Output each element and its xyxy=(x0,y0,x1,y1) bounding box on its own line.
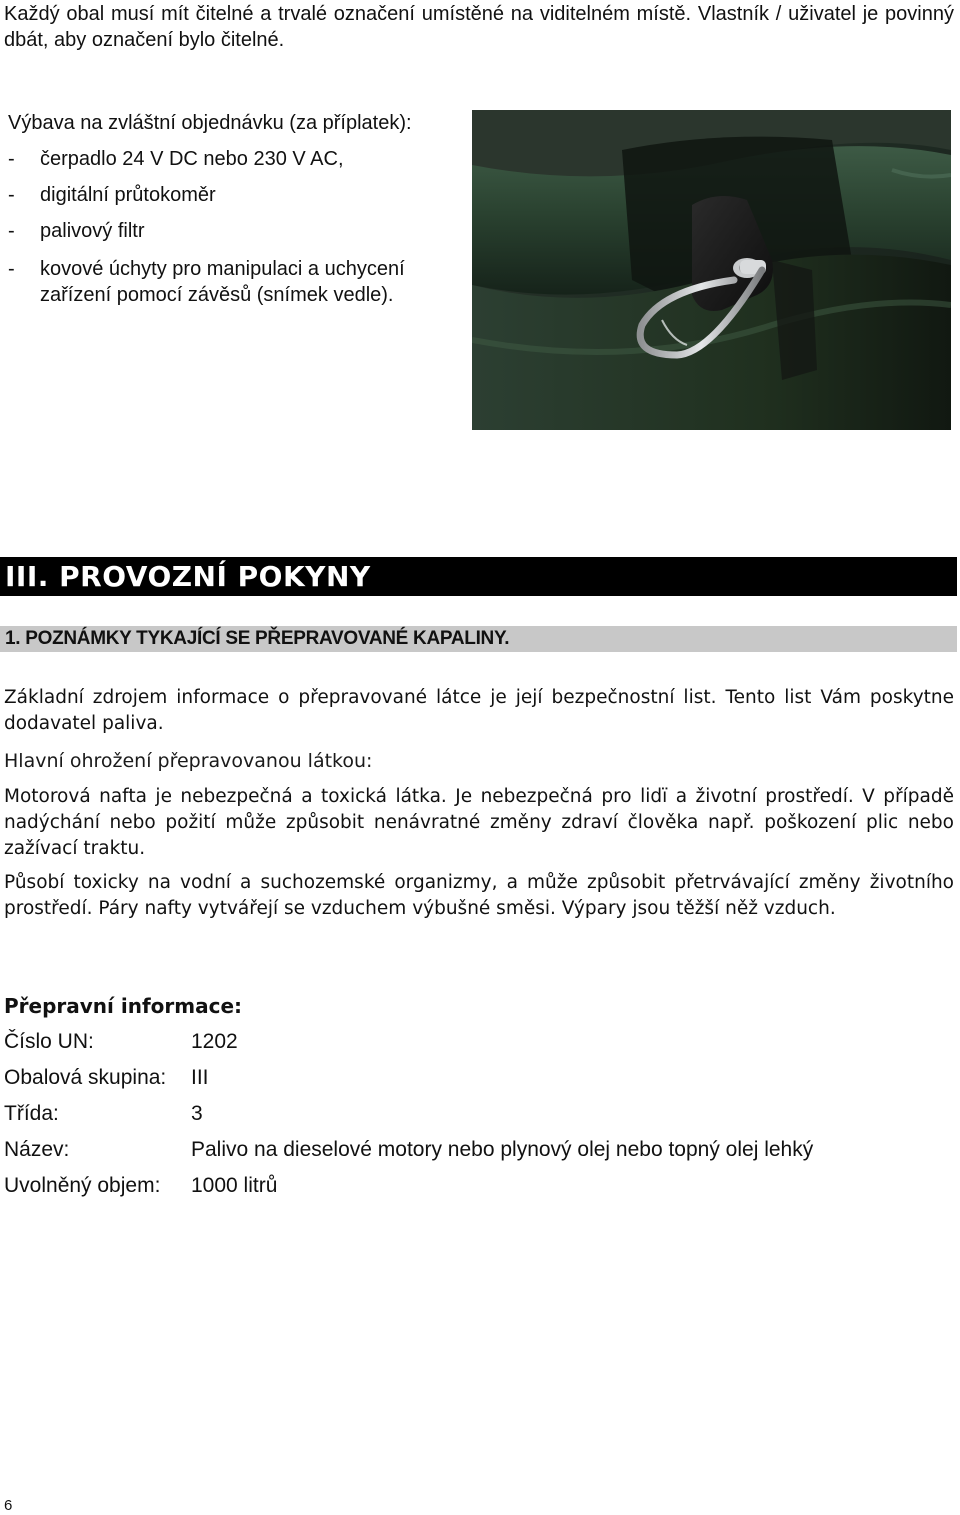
equipment-item-text: digitální průtokoměr xyxy=(40,184,216,206)
transport-label: Obalová skupina: xyxy=(4,1066,167,1089)
equipment-item xyxy=(8,256,468,308)
equipment-item-text: čerpadlo 24 V DC nebo 230 V AC, xyxy=(40,148,344,170)
equipment-title: Výbava na zvláštní objednávku (za příplatek): xyxy=(8,112,412,134)
list-bullet: - xyxy=(8,220,15,242)
hazard-paragraph: Motorová nafta je nebezpečná a toxická látka. Je nebezpečná pro lidï a životní prostředí. V případě nadýchání nebo požití může způsobit nenávratné změny zdraví člověka např. poškození plic nebo zažívací traktu. xyxy=(4,786,954,859)
transport-label: Číslo UN: xyxy=(4,1030,94,1053)
transport-row xyxy=(4,1028,954,1058)
transport-row xyxy=(4,1136,954,1166)
subsection-heading-bar xyxy=(0,626,957,652)
equipment-item xyxy=(8,182,468,208)
transport-info-title: Přepravní informace: xyxy=(4,994,243,1018)
transport-label: Třída: xyxy=(4,1102,59,1125)
page-number: 6 xyxy=(4,1497,13,1514)
list-bullet: - xyxy=(8,184,15,206)
equipment-item xyxy=(8,218,468,244)
subsection-title: 1. POZNÁMKY TYKAJÍCÍ SE PŘEPRAVOVANÉ KAPALINY. xyxy=(5,628,510,649)
transport-label: Uvolněný objem: xyxy=(4,1174,161,1197)
transport-value: 1202 xyxy=(191,1030,238,1053)
intro-paragraph: Každý obal musí mít čitelné a trvalé označení umístěné na viditelném místě. Vlastník / uživatel je povinný dbát, aby označení bylo čitelné. xyxy=(4,3,954,51)
source-info-paragraph: Základní zdrojem informace o přepravované látce je její bezpečnostní list. Tento list Vám poskytne dodavatel paliva. xyxy=(4,687,954,734)
transport-label: Název: xyxy=(4,1138,70,1161)
hazard-heading: Hlavní ohrožení přepravovanou látkou: xyxy=(4,750,373,772)
list-bullet: - xyxy=(8,258,15,280)
transport-value: 1000 litrů xyxy=(191,1174,278,1197)
transport-value: III xyxy=(191,1066,209,1089)
equipment-item-text: palivový filtr xyxy=(40,220,145,242)
transport-value: 3 xyxy=(191,1102,203,1125)
section-title: III. PROVOZNÍ POKYNY xyxy=(5,560,371,593)
section-heading-bar xyxy=(0,557,957,596)
equipment-item xyxy=(8,146,468,172)
toxicity-paragraph: Působí toxicky na vodní a suchozemské organizmy, a může způsobit přetrvávající změny životního prostředí. Páry nafty vytvářejí se vzduchem výbušné směsi. Výpary jsou těžší něž vzduch. xyxy=(4,872,954,919)
transport-row xyxy=(4,1064,954,1094)
transport-row xyxy=(4,1100,954,1130)
list-bullet: - xyxy=(8,148,15,170)
tank-handle-photo xyxy=(472,110,951,430)
transport-row xyxy=(4,1172,954,1202)
transport-value: Palivo na dieselové motory nebo plynový olej nebo topný olej lehký xyxy=(191,1138,814,1161)
equipment-item-text: kovové úchyty pro manipulaci a uchycení zařízení pomocí závěsů (snímek vedle). xyxy=(40,258,405,306)
